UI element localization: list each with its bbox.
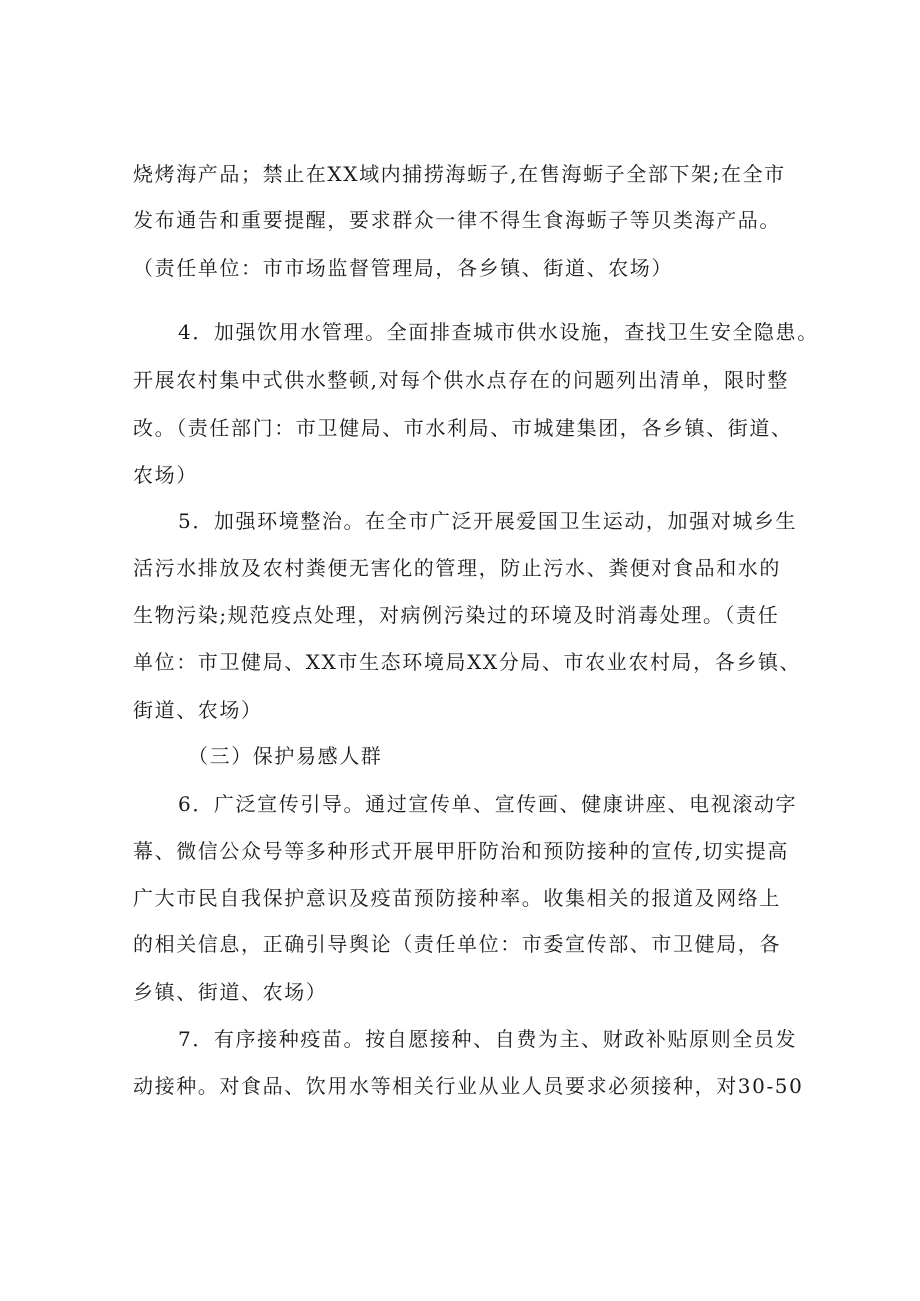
- paragraph-line: 4．加强饮用水管理。全面排查城市供水设施，查找卫生安全隐患。: [178, 320, 819, 344]
- paragraph-line: 生物污染;规范疫点处理，对病例污染过的环境及时消毒处理。（责任: [133, 603, 780, 627]
- paragraph-line: 发布通告和重要提醒，要求群众一律不得生食海蛎子等贝类海产品。: [133, 208, 781, 232]
- paragraph-line: 广大市民自我保护意识及疫苗预防接种率。收集相关的报道及网络上: [133, 886, 781, 910]
- paragraph-line: 改。（责任部门：市卫健局、市水利局、市城建集团，各乡镇、街道、: [133, 416, 793, 440]
- paragraph-line: 6．广泛宣传引导。通过宣传单、宣传画、健康讲座、电视滚动字: [178, 792, 798, 816]
- paragraph-line: 单位：市卫健局、XX市生态环境局XX分局、市农业农村局，各乡镇、: [133, 650, 802, 674]
- paragraph-line: 街道、农场）: [133, 698, 263, 722]
- paragraph-line: （责任单位：市市场监督管理局，各乡镇、街道、农场）: [133, 256, 673, 280]
- paragraph-line: 烧烤海产品；禁止在XX域内捕捞海蛎子,在售海蛎子全部下架;在全市: [133, 162, 786, 186]
- paragraph-line: 动接种。对食品、饮用水等相关行业从业人员要求必须接种，对30-50: [133, 1074, 804, 1098]
- paragraph-line: 活污水排放及农村粪便无害化的管理，防止污水、粪便对食品和水的: [133, 556, 781, 580]
- paragraph-line: 5．加强环境整治。在全市广泛开展爱国卫生运动，加强对城乡生: [178, 509, 798, 533]
- paragraph-line: 的相关信息，正确引导舆论（责任单位：市委宣传部、市卫健局，各: [133, 932, 781, 956]
- paragraph-line: 乡镇、街道、农场）: [133, 980, 328, 1004]
- section-heading: （三）保护易感人群: [188, 744, 383, 768]
- paragraph-line: 7．有序接种疫苗。按自愿接种、自费为主、财政补贴原则全员发: [178, 1027, 798, 1051]
- paragraph-line: 农场）: [133, 463, 198, 487]
- paragraph-line: 幕、微信公众号等多种形式开展甲肝防治和预防接种的宣传,切实提高: [133, 839, 789, 863]
- paragraph-line: 开展农村集中式供水整顿,对每个供水点存在的问题列出清单，限时整: [133, 368, 789, 392]
